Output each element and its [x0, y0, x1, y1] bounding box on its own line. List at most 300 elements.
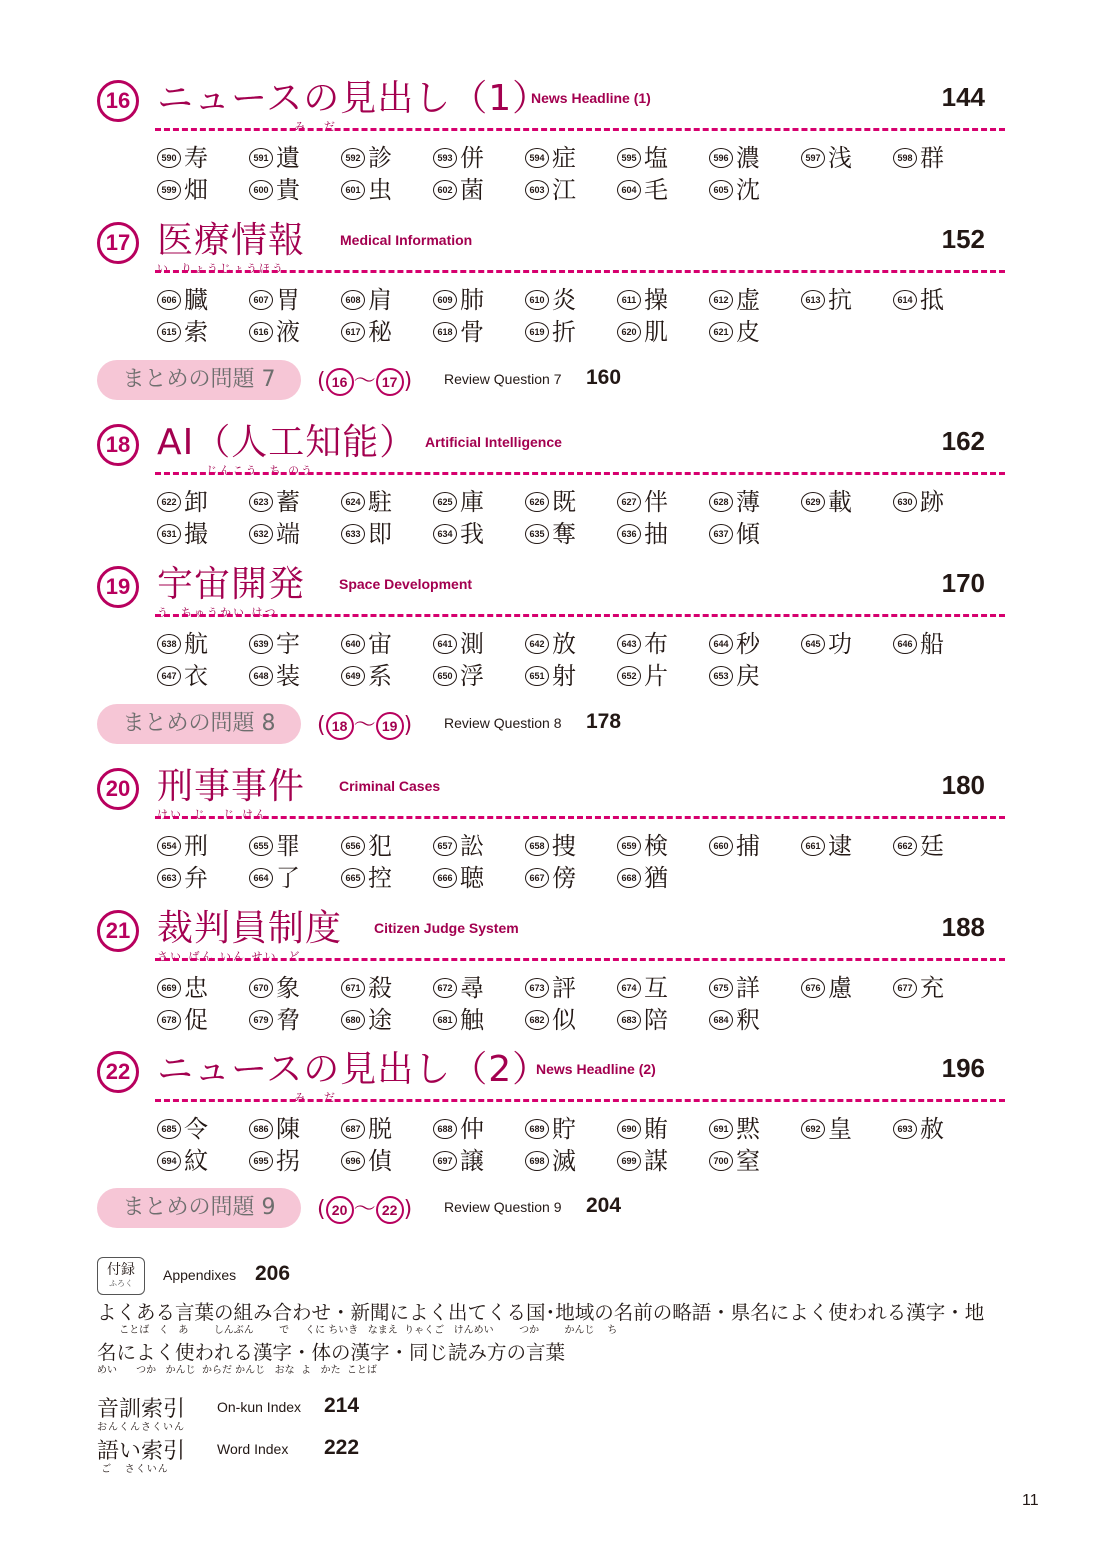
kanji-number: 694: [157, 1151, 181, 1171]
kanji-entry[interactable]: [433, 1145, 484, 1177]
kanji-entry[interactable]: [801, 1113, 852, 1145]
kanji-entry[interactable]: [249, 660, 300, 692]
kanji-entry[interactable]: [433, 660, 484, 692]
kanji-entry[interactable]: [525, 972, 576, 1004]
range-end: 22: [376, 1196, 404, 1224]
kanji-entry[interactable]: [525, 1004, 576, 1036]
kanji-entry[interactable]: [249, 486, 300, 518]
kanji-entry[interactable]: [157, 174, 208, 206]
kanji-entry[interactable]: [341, 142, 392, 174]
kanji-entry[interactable]: [525, 1145, 576, 1177]
kanji-entry[interactable]: [525, 862, 576, 894]
kanji-number: 666: [433, 868, 457, 888]
kanji-entry[interactable]: [801, 142, 852, 174]
kanji-number: 607: [249, 290, 273, 310]
lesson-english-title: Artificial Intelligence: [425, 434, 562, 450]
kanji-row: [157, 284, 997, 316]
kanji-grid: [157, 486, 997, 550]
kanji-entry[interactable]: [249, 518, 300, 550]
lesson-title: 刑事事件: [157, 766, 306, 807]
kanji-character: 充: [920, 974, 944, 1002]
kanji-entry[interactable]: [617, 830, 668, 862]
kanji-entry[interactable]: [341, 1113, 392, 1145]
kanji-number: 680: [341, 1010, 365, 1030]
kanji-row: [157, 660, 997, 692]
kanji-entry[interactable]: [709, 518, 760, 550]
kanji-grid: [157, 142, 997, 206]
kanji-character: 窒: [736, 1147, 760, 1175]
lesson-english-title: Citizen Judge System: [374, 920, 519, 936]
kanji-character: 陪: [644, 1006, 668, 1034]
kanji-entry[interactable]: [709, 316, 760, 348]
kanji-character: 仲: [460, 1115, 484, 1143]
kanji-character: 令: [184, 1115, 208, 1143]
kanji-character: 奪: [552, 520, 576, 548]
kanji-number: 643: [617, 634, 641, 654]
kanji-entry[interactable]: [157, 316, 208, 348]
review-question-9[interactable]: [97, 1188, 697, 1232]
kanji-number: 692: [801, 1119, 825, 1139]
kanji-character: 臓: [184, 286, 208, 314]
lesson-page-number: 188: [941, 912, 985, 942]
kanji-character: 偵: [368, 1147, 392, 1175]
kanji-number: 663: [157, 868, 181, 888]
lesson-19[interactable]: [97, 564, 1005, 690]
lesson-title-ruby: い りょうじょうほう: [157, 262, 285, 275]
kanji-number: 619: [525, 322, 549, 342]
kanji-entry[interactable]: [433, 174, 484, 206]
kanji-character: 弁: [184, 864, 208, 892]
kanji-character: 陳: [276, 1115, 300, 1143]
kanji-entry[interactable]: [249, 1145, 300, 1177]
kanji-entry[interactable]: [249, 830, 300, 862]
kanji-entry[interactable]: [341, 518, 392, 550]
kanji-number: 608: [341, 290, 365, 310]
lesson-title-ruby: み だ: [157, 120, 337, 133]
kanji-entry[interactable]: [249, 1113, 300, 1145]
kanji-grid: [157, 972, 997, 1036]
kanji-character: 譲: [460, 1147, 484, 1175]
kanji-number: 635: [525, 524, 549, 544]
kanji-number: 698: [525, 1151, 549, 1171]
index-page-number: 214: [324, 1394, 360, 1417]
kanji-character: 刑: [184, 832, 208, 860]
kanji-entry[interactable]: [341, 1004, 392, 1036]
kanji-character: 触: [460, 1006, 484, 1034]
kanji-character: 寿: [184, 144, 208, 172]
review-badge: まとめの問題 9: [97, 1188, 301, 1228]
kanji-entry[interactable]: [249, 142, 300, 174]
kanji-character: 撮: [184, 520, 208, 548]
kanji-character: 宇: [276, 630, 300, 658]
kanji-character: 蓄: [276, 488, 300, 516]
kanji-entry[interactable]: [525, 284, 576, 316]
lesson-english-title: Criminal Cases: [339, 778, 441, 794]
kanji-character: 症: [552, 144, 576, 172]
kanji-entry[interactable]: [157, 1113, 208, 1145]
kanji-character: 肺: [460, 286, 484, 314]
kanji-number: 631: [157, 524, 181, 544]
kanji-character: 併: [460, 144, 484, 172]
dashed-divider: [155, 270, 1005, 273]
kanji-entry[interactable]: [617, 316, 668, 348]
kanji-number: 648: [249, 666, 273, 686]
kanji-character: 薄: [736, 488, 760, 516]
kanji-character: 肩: [368, 286, 392, 314]
kanji-entry[interactable]: [433, 316, 484, 348]
kanji-entry[interactable]: [249, 972, 300, 1004]
kanji-number: 640: [341, 634, 365, 654]
kanji-entry[interactable]: [801, 628, 852, 660]
review-question-7[interactable]: [97, 360, 697, 404]
kanji-row: [157, 142, 997, 174]
kanji-entry[interactable]: [893, 142, 944, 174]
kanji-entry[interactable]: [709, 830, 760, 862]
kanji-entry[interactable]: [617, 1004, 668, 1036]
dashed-divider: [155, 614, 1005, 617]
kanji-number: 613: [801, 290, 825, 310]
kanji-entry[interactable]: [341, 174, 392, 206]
kanji-character: 胃: [276, 286, 300, 314]
lesson-english-title: Medical Information: [340, 232, 473, 248]
kanji-character: 黙: [736, 1115, 760, 1143]
kanji-entry[interactable]: [617, 628, 668, 660]
index-ruby: ご さくいん: [97, 1464, 169, 1475]
kanji-entry[interactable]: [893, 830, 944, 862]
kanji-character: 抵: [920, 286, 944, 314]
kanji-row: [157, 486, 997, 518]
kanji-character: 操: [644, 286, 668, 314]
lesson-number: 17: [97, 222, 139, 264]
kanji-entry[interactable]: [157, 1004, 208, 1036]
kanji-grid: [157, 628, 997, 692]
lesson-16[interactable]: [97, 78, 1005, 204]
kanji-entry[interactable]: [525, 628, 576, 660]
kanji-entry[interactable]: [617, 660, 668, 692]
kanji-character: 虚: [736, 286, 760, 314]
kanji-character: 象: [276, 974, 300, 1002]
lesson-title: 宇宙開発: [157, 564, 306, 605]
kanji-number: 621: [709, 322, 733, 342]
kanji-character: 菌: [460, 176, 484, 204]
kanji-number: 658: [525, 836, 549, 856]
kanji-character: 畑: [184, 176, 208, 204]
kanji-row: [157, 862, 997, 894]
review-badge: まとめの問題 7: [97, 360, 301, 400]
kanji-entry[interactable]: [801, 830, 852, 862]
kanji-character: 検: [644, 832, 668, 860]
kanji-entry[interactable]: [617, 174, 668, 206]
kanji-entry[interactable]: [341, 862, 392, 894]
kanji-entry[interactable]: [709, 660, 760, 692]
kanji-entry[interactable]: [525, 486, 576, 518]
kanji-entry[interactable]: [157, 972, 208, 1004]
kanji-character: 秒: [736, 630, 760, 658]
lesson-number: 22: [97, 1051, 139, 1093]
lesson-21[interactable]: [97, 908, 1005, 1034]
kanji-entry[interactable]: [709, 628, 760, 660]
appendix-description-line-2: 名によく使われる漢字・体の漢字・同じ読み方の言葉: [97, 1341, 566, 1364]
kanji-entry[interactable]: [709, 1113, 760, 1145]
kanji-entry[interactable]: [617, 284, 668, 316]
lesson-20[interactable]: [97, 766, 1005, 892]
kanji-entry[interactable]: [709, 174, 760, 206]
kanji-number: 655: [249, 836, 273, 856]
kanji-number: 660: [709, 836, 733, 856]
kanji-character: 系: [368, 662, 392, 690]
kanji-character: 航: [184, 630, 208, 658]
kanji-entry[interactable]: [525, 1113, 576, 1145]
lesson-17[interactable]: [97, 220, 1005, 346]
kanji-number: 636: [617, 524, 641, 544]
kanji-number: 595: [617, 148, 641, 168]
kanji-entry[interactable]: [157, 1145, 208, 1177]
kanji-entry[interactable]: [893, 1113, 944, 1145]
kanji-entry[interactable]: [617, 486, 668, 518]
kanji-entry[interactable]: [433, 1004, 484, 1036]
lesson-title-ruby: じんこう ち のう: [157, 464, 314, 477]
kanji-character: 促: [184, 1006, 208, 1034]
kanji-entry[interactable]: [249, 316, 300, 348]
review-page-number: 204: [586, 1194, 622, 1217]
kanji-entry[interactable]: [525, 830, 576, 862]
kanji-number: 593: [433, 148, 457, 168]
kanji-entry[interactable]: [433, 1113, 484, 1145]
kanji-character: 互: [644, 974, 668, 1002]
dashed-divider: [155, 472, 1005, 475]
appendix-badge: 付録 ふろく: [97, 1257, 145, 1295]
kanji-entry[interactable]: [525, 174, 576, 206]
review-english-title: Review Question 9: [444, 1199, 562, 1215]
kanji-entry[interactable]: [801, 284, 852, 316]
kanji-number: 641: [433, 634, 457, 654]
kanji-entry[interactable]: [433, 972, 484, 1004]
kanji-character: 濃: [736, 144, 760, 172]
kanji-character: 控: [368, 864, 392, 892]
kanji-number: 638: [157, 634, 181, 654]
kanji-entry[interactable]: [525, 518, 576, 550]
kanji-entry[interactable]: [249, 174, 300, 206]
lesson-title-ruby: けい じ じ けん: [157, 808, 268, 821]
kanji-number: 597: [801, 148, 825, 168]
lesson-title: ニュースの見出し（2）: [157, 1049, 550, 1090]
kanji-number: 603: [525, 180, 549, 200]
kanji-character: 衣: [184, 662, 208, 690]
kanji-character: 液: [276, 318, 300, 346]
kanji-number: 606: [157, 290, 181, 310]
kanji-character: 傾: [736, 520, 760, 548]
kanji-entry[interactable]: [157, 862, 208, 894]
kanji-number: 696: [341, 1151, 365, 1171]
kanji-row: [157, 1113, 997, 1145]
kanji-number: 672: [433, 978, 457, 998]
kanji-number: 677: [893, 978, 917, 998]
kanji-character: 廷: [920, 832, 944, 860]
kanji-character: 似: [552, 1006, 576, 1034]
index-title: 語い索引: [97, 1439, 186, 1464]
kanji-row: [157, 316, 997, 348]
kanji-entry[interactable]: [341, 830, 392, 862]
kanji-entry[interactable]: [157, 142, 208, 174]
kanji-number: 610: [525, 290, 549, 310]
range-start: 20: [326, 1196, 354, 1224]
kanji-character: 釈: [736, 1006, 760, 1034]
kanji-character: 骨: [460, 318, 484, 346]
kanji-entry[interactable]: [525, 316, 576, 348]
kanji-character: 既: [552, 488, 576, 516]
kanji-entry[interactable]: [157, 628, 208, 660]
kanji-character: 赦: [920, 1115, 944, 1143]
kanji-number: 629: [801, 492, 825, 512]
kanji-entry[interactable]: [525, 660, 576, 692]
kanji-character: 遺: [276, 144, 300, 172]
kanji-entry[interactable]: [709, 142, 760, 174]
kanji-number: 626: [525, 492, 549, 512]
lesson-page-number: 196: [941, 1053, 985, 1083]
kanji-number: 693: [893, 1119, 917, 1139]
kanji-grid: [157, 1113, 997, 1177]
kanji-number: 637: [709, 524, 733, 544]
kanji-number: 652: [617, 666, 641, 686]
kanji-entry[interactable]: [157, 660, 208, 692]
kanji-entry[interactable]: [433, 284, 484, 316]
kanji-number: 624: [341, 492, 365, 512]
kanji-number: 671: [341, 978, 365, 998]
kanji-entry[interactable]: [157, 284, 208, 316]
kanji-entry[interactable]: [617, 862, 668, 894]
review-question-8[interactable]: [97, 704, 697, 748]
kanji-entry[interactable]: [709, 972, 760, 1004]
kanji-character: 殺: [368, 974, 392, 1002]
kanji-entry[interactable]: [157, 518, 208, 550]
kanji-entry[interactable]: [709, 1004, 760, 1036]
kanji-entry[interactable]: [709, 1145, 760, 1177]
kanji-entry[interactable]: [249, 862, 300, 894]
kanji-entry[interactable]: [433, 862, 484, 894]
kanji-character: 評: [552, 974, 576, 1002]
kanji-number: 627: [617, 492, 641, 512]
kanji-number: 657: [433, 836, 457, 856]
kanji-entry[interactable]: [709, 486, 760, 518]
kanji-entry[interactable]: [249, 284, 300, 316]
kanji-entry[interactable]: [709, 284, 760, 316]
review-range: ( 18 〜 19 ): [317, 713, 413, 738]
lesson-title-ruby: う ちゅうかい はつ: [157, 606, 278, 619]
kanji-character: 功: [828, 630, 852, 658]
kanji-entry[interactable]: [893, 284, 944, 316]
kanji-number: 634: [433, 524, 457, 544]
kanji-character: 跡: [920, 488, 944, 516]
kanji-entry[interactable]: [433, 628, 484, 660]
kanji-entry[interactable]: [433, 518, 484, 550]
kanji-number: 653: [709, 666, 733, 686]
kanji-character: 虫: [368, 176, 392, 204]
kanji-row: [157, 830, 997, 862]
kanji-character: 我: [460, 520, 484, 548]
lesson-number: 19: [97, 566, 139, 608]
index-page-number: 222: [324, 1436, 360, 1459]
kanji-number: 598: [893, 148, 917, 168]
kanji-number: 673: [525, 978, 549, 998]
kanji-number: 632: [249, 524, 273, 544]
kanji-entry[interactable]: [249, 628, 300, 660]
kanji-number: 685: [157, 1119, 181, 1139]
kanji-number: 601: [341, 180, 365, 200]
kanji-entry[interactable]: [617, 972, 668, 1004]
kanji-character: 折: [552, 318, 576, 346]
kanji-character: 皇: [828, 1115, 852, 1143]
kanji-character: 捕: [736, 832, 760, 860]
kanji-entry[interactable]: [341, 628, 392, 660]
kanji-entry[interactable]: [433, 486, 484, 518]
kanji-character: 宙: [368, 630, 392, 658]
kanji-entry[interactable]: [433, 830, 484, 862]
kanji-number: 678: [157, 1010, 181, 1030]
kanji-number: 689: [525, 1119, 549, 1139]
kanji-entry[interactable]: [525, 142, 576, 174]
kanji-entry[interactable]: [341, 660, 392, 692]
kanji-entry[interactable]: [341, 1145, 392, 1177]
kanji-character: 慮: [828, 974, 852, 1002]
kanji-number: 611: [617, 290, 641, 310]
range-end: 19: [376, 712, 404, 740]
kanji-number: 649: [341, 666, 365, 686]
lesson-title: ニュースの見出し（1）: [157, 78, 550, 119]
kanji-number: 667: [525, 868, 549, 888]
kanji-entry[interactable]: [249, 1004, 300, 1036]
kanji-character: 庫: [460, 488, 484, 516]
kanji-number: 662: [893, 836, 917, 856]
kanji-number: 647: [157, 666, 181, 686]
kanji-entry[interactable]: [801, 486, 852, 518]
kanji-entry[interactable]: [893, 628, 944, 660]
kanji-number: 630: [893, 492, 917, 512]
kanji-entry[interactable]: [341, 316, 392, 348]
kanji-number: 644: [709, 634, 733, 654]
kanji-character: 浮: [460, 662, 484, 690]
kanji-entry[interactable]: [801, 972, 852, 1004]
kanji-character: 端: [276, 520, 300, 548]
lesson-page-number: 180: [941, 770, 985, 800]
kanji-number: 670: [249, 978, 273, 998]
kanji-entry[interactable]: [617, 1145, 668, 1177]
kanji-entry[interactable]: [617, 1113, 668, 1145]
kanji-character: 犯: [368, 832, 392, 860]
appendix-description-line-1: よくある言葉の組み合わせ・新聞によく出てくる国･地域の名前の略語・県名によく使われる漢字・地: [97, 1301, 985, 1324]
kanji-number: 618: [433, 322, 457, 342]
kanji-entry[interactable]: [341, 284, 392, 316]
kanji-number: 674: [617, 978, 641, 998]
kanji-entry[interactable]: [617, 142, 668, 174]
kanji-number: 690: [617, 1119, 641, 1139]
kanji-entry[interactable]: [341, 972, 392, 1004]
kanji-entry[interactable]: [157, 830, 208, 862]
kanji-entry[interactable]: [617, 518, 668, 550]
kanji-character: 脅: [276, 1006, 300, 1034]
lesson-number: 16: [97, 80, 139, 122]
lesson-18[interactable]: [97, 422, 1005, 548]
kanji-entry[interactable]: [157, 486, 208, 518]
lesson-22[interactable]: [97, 1049, 1005, 1175]
lesson-number: 20: [97, 768, 139, 810]
kanji-number: 679: [249, 1010, 273, 1030]
kanji-entry[interactable]: [893, 972, 944, 1004]
kanji-entry[interactable]: [341, 486, 392, 518]
index-english-title: On-kun Index: [217, 1399, 302, 1415]
kanji-entry[interactable]: [433, 142, 484, 174]
kanji-entry[interactable]: [893, 486, 944, 518]
kanji-number: 614: [893, 290, 917, 310]
